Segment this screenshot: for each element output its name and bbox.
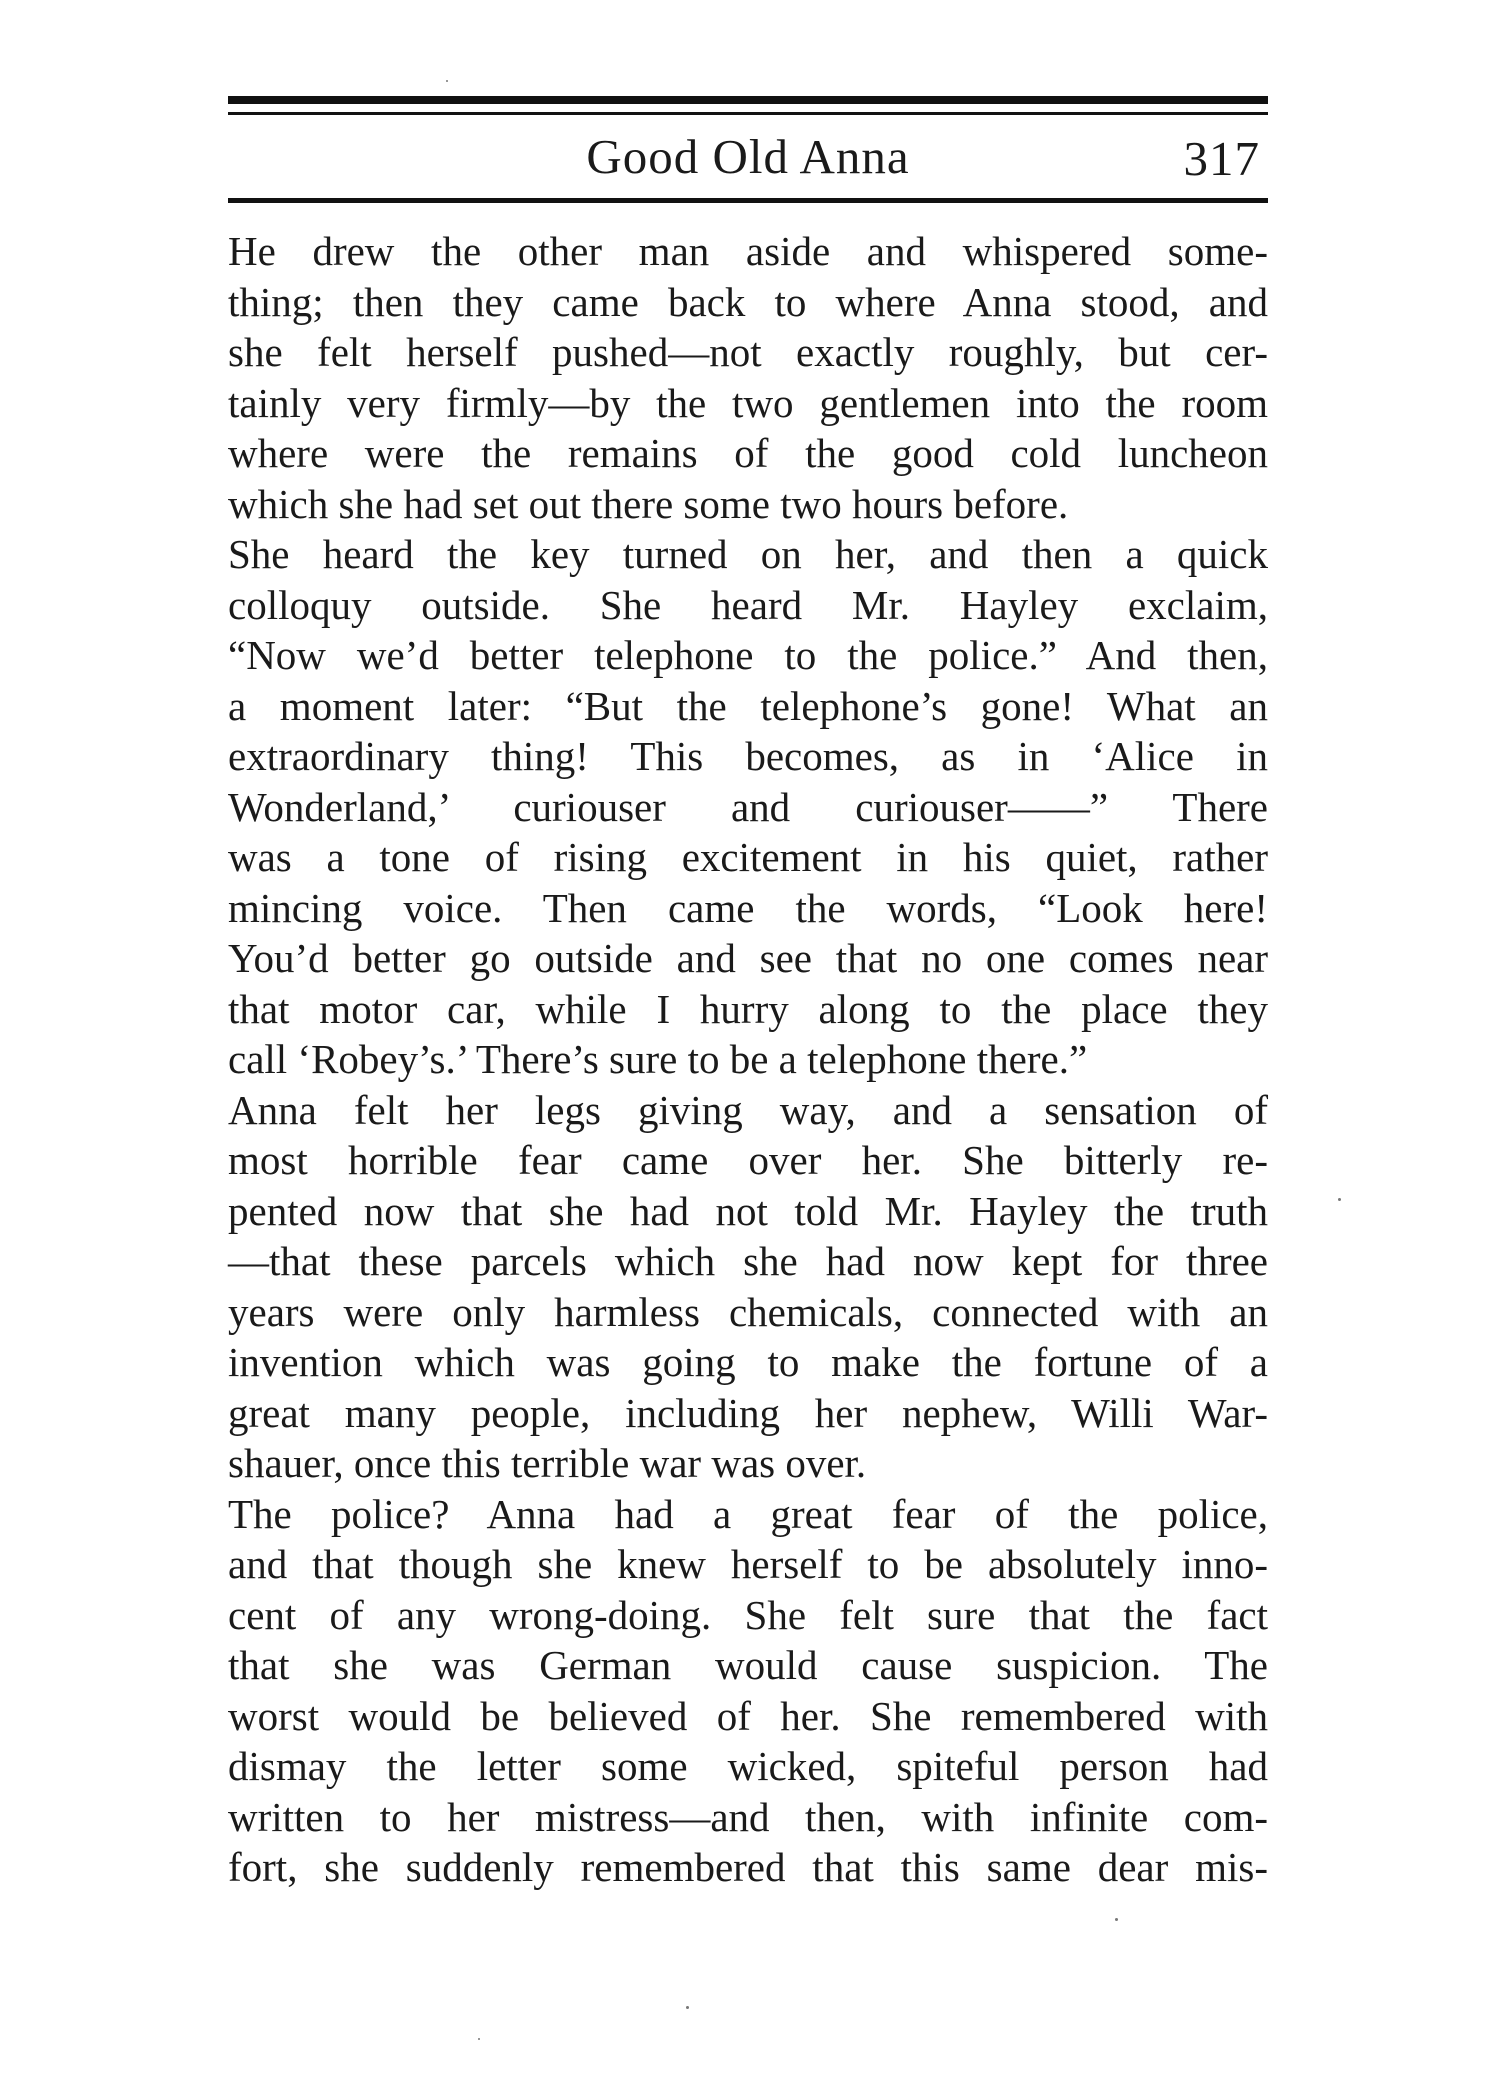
scan-speck	[478, 2038, 480, 2040]
text-line: was a tone of rising excitement in his quiet, rather	[228, 834, 1268, 880]
text-line: pented now that she had not told Mr. Hayley the truth	[228, 1187, 1268, 1234]
text-line: —that these parcels which she had now kept for three	[228, 1238, 1268, 1284]
scan-speck	[446, 80, 448, 82]
text-line: thing; then they came back to where Anna stood, and	[228, 278, 1268, 325]
running-head	[228, 122, 1268, 192]
scan-speck	[686, 2006, 689, 2009]
text-line: years were only harmless chemicals, connected with an	[228, 1288, 1268, 1335]
text-line: Wonderland,’ curiouser and curiouser——” There	[228, 783, 1268, 830]
text-line: most horrible fear came over her. She bitterly re-	[228, 1137, 1268, 1183]
paragraph	[228, 1489, 1268, 1893]
text-line: You’d better go outside and see that no one comes near	[228, 935, 1268, 981]
text-line: tainly very firmly—by the two gentlemen into the room	[228, 379, 1268, 426]
header-rule-bottom	[228, 198, 1268, 203]
text-line: colloquy outside. She heard Mr. Hayley exclaim,	[228, 581, 1268, 628]
scan-speck	[1115, 1918, 1118, 1921]
text-line: cent of any wrong-doing. She felt sure that the fact	[228, 1591, 1268, 1638]
text-line: a moment later: “But the telephone’s gone! What an	[228, 682, 1268, 729]
header-rule-thick	[228, 96, 1268, 104]
text-line: that motor car, while I hurry along to the place they	[228, 985, 1268, 1032]
text-line: He drew the other man aside and whispered some-	[228, 228, 1268, 274]
text-line: extraordinary thing! This becomes, as in ‘Alice in	[228, 733, 1268, 779]
paragraph	[228, 1085, 1268, 1489]
scan-speck	[1338, 1198, 1341, 1201]
text-line: great many people, including her nephew, Willi War-	[228, 1389, 1268, 1436]
text-line: worst would be believed of her. She remembered with	[228, 1692, 1268, 1739]
text-line: written to her mistress—and then, with infinite com-	[228, 1793, 1268, 1840]
running-title: Good Old Anna	[586, 129, 910, 184]
text-line: invention which was going to make the fortune of a	[228, 1339, 1268, 1385]
text-line: “Now we’d better telephone to the police.” And then,	[228, 632, 1268, 678]
text-line: call ‘Robey’s.’ There’s sure to be a telephone there.”	[228, 1036, 1088, 1082]
text-line: Anna felt her legs giving way, and a sensation of	[228, 1086, 1268, 1133]
text-line: mincing voice. Then came the words, “Look here!	[228, 884, 1268, 931]
paragraph	[228, 529, 1268, 1085]
page-number: 317	[1183, 131, 1260, 186]
header-rule-thin	[228, 112, 1268, 115]
text-line: She heard the key turned on her, and then a quick	[228, 531, 1268, 577]
text-line: where were the remains of the good cold luncheon	[228, 430, 1268, 476]
text-line: that she was German would cause suspicion. The	[228, 1642, 1268, 1688]
text-line: shauer, once this terrible war was over.	[228, 1440, 867, 1486]
text-line: fort, she suddenly remembered that this same dear mis-	[228, 1844, 1268, 1890]
text-line: and that though she knew herself to be absolutely inno-	[228, 1541, 1268, 1587]
text-line: which she had set out there some two hours before.	[228, 480, 1069, 527]
text-line: she felt herself pushed—not exactly roughly, but cer-	[228, 329, 1268, 375]
paragraph	[228, 226, 1268, 529]
text-line: The police? Anna had a great fear of the police,	[228, 1490, 1268, 1537]
text-line: dismay the letter some wicked, spiteful person had	[228, 1743, 1268, 1789]
body-text	[228, 226, 1268, 1893]
